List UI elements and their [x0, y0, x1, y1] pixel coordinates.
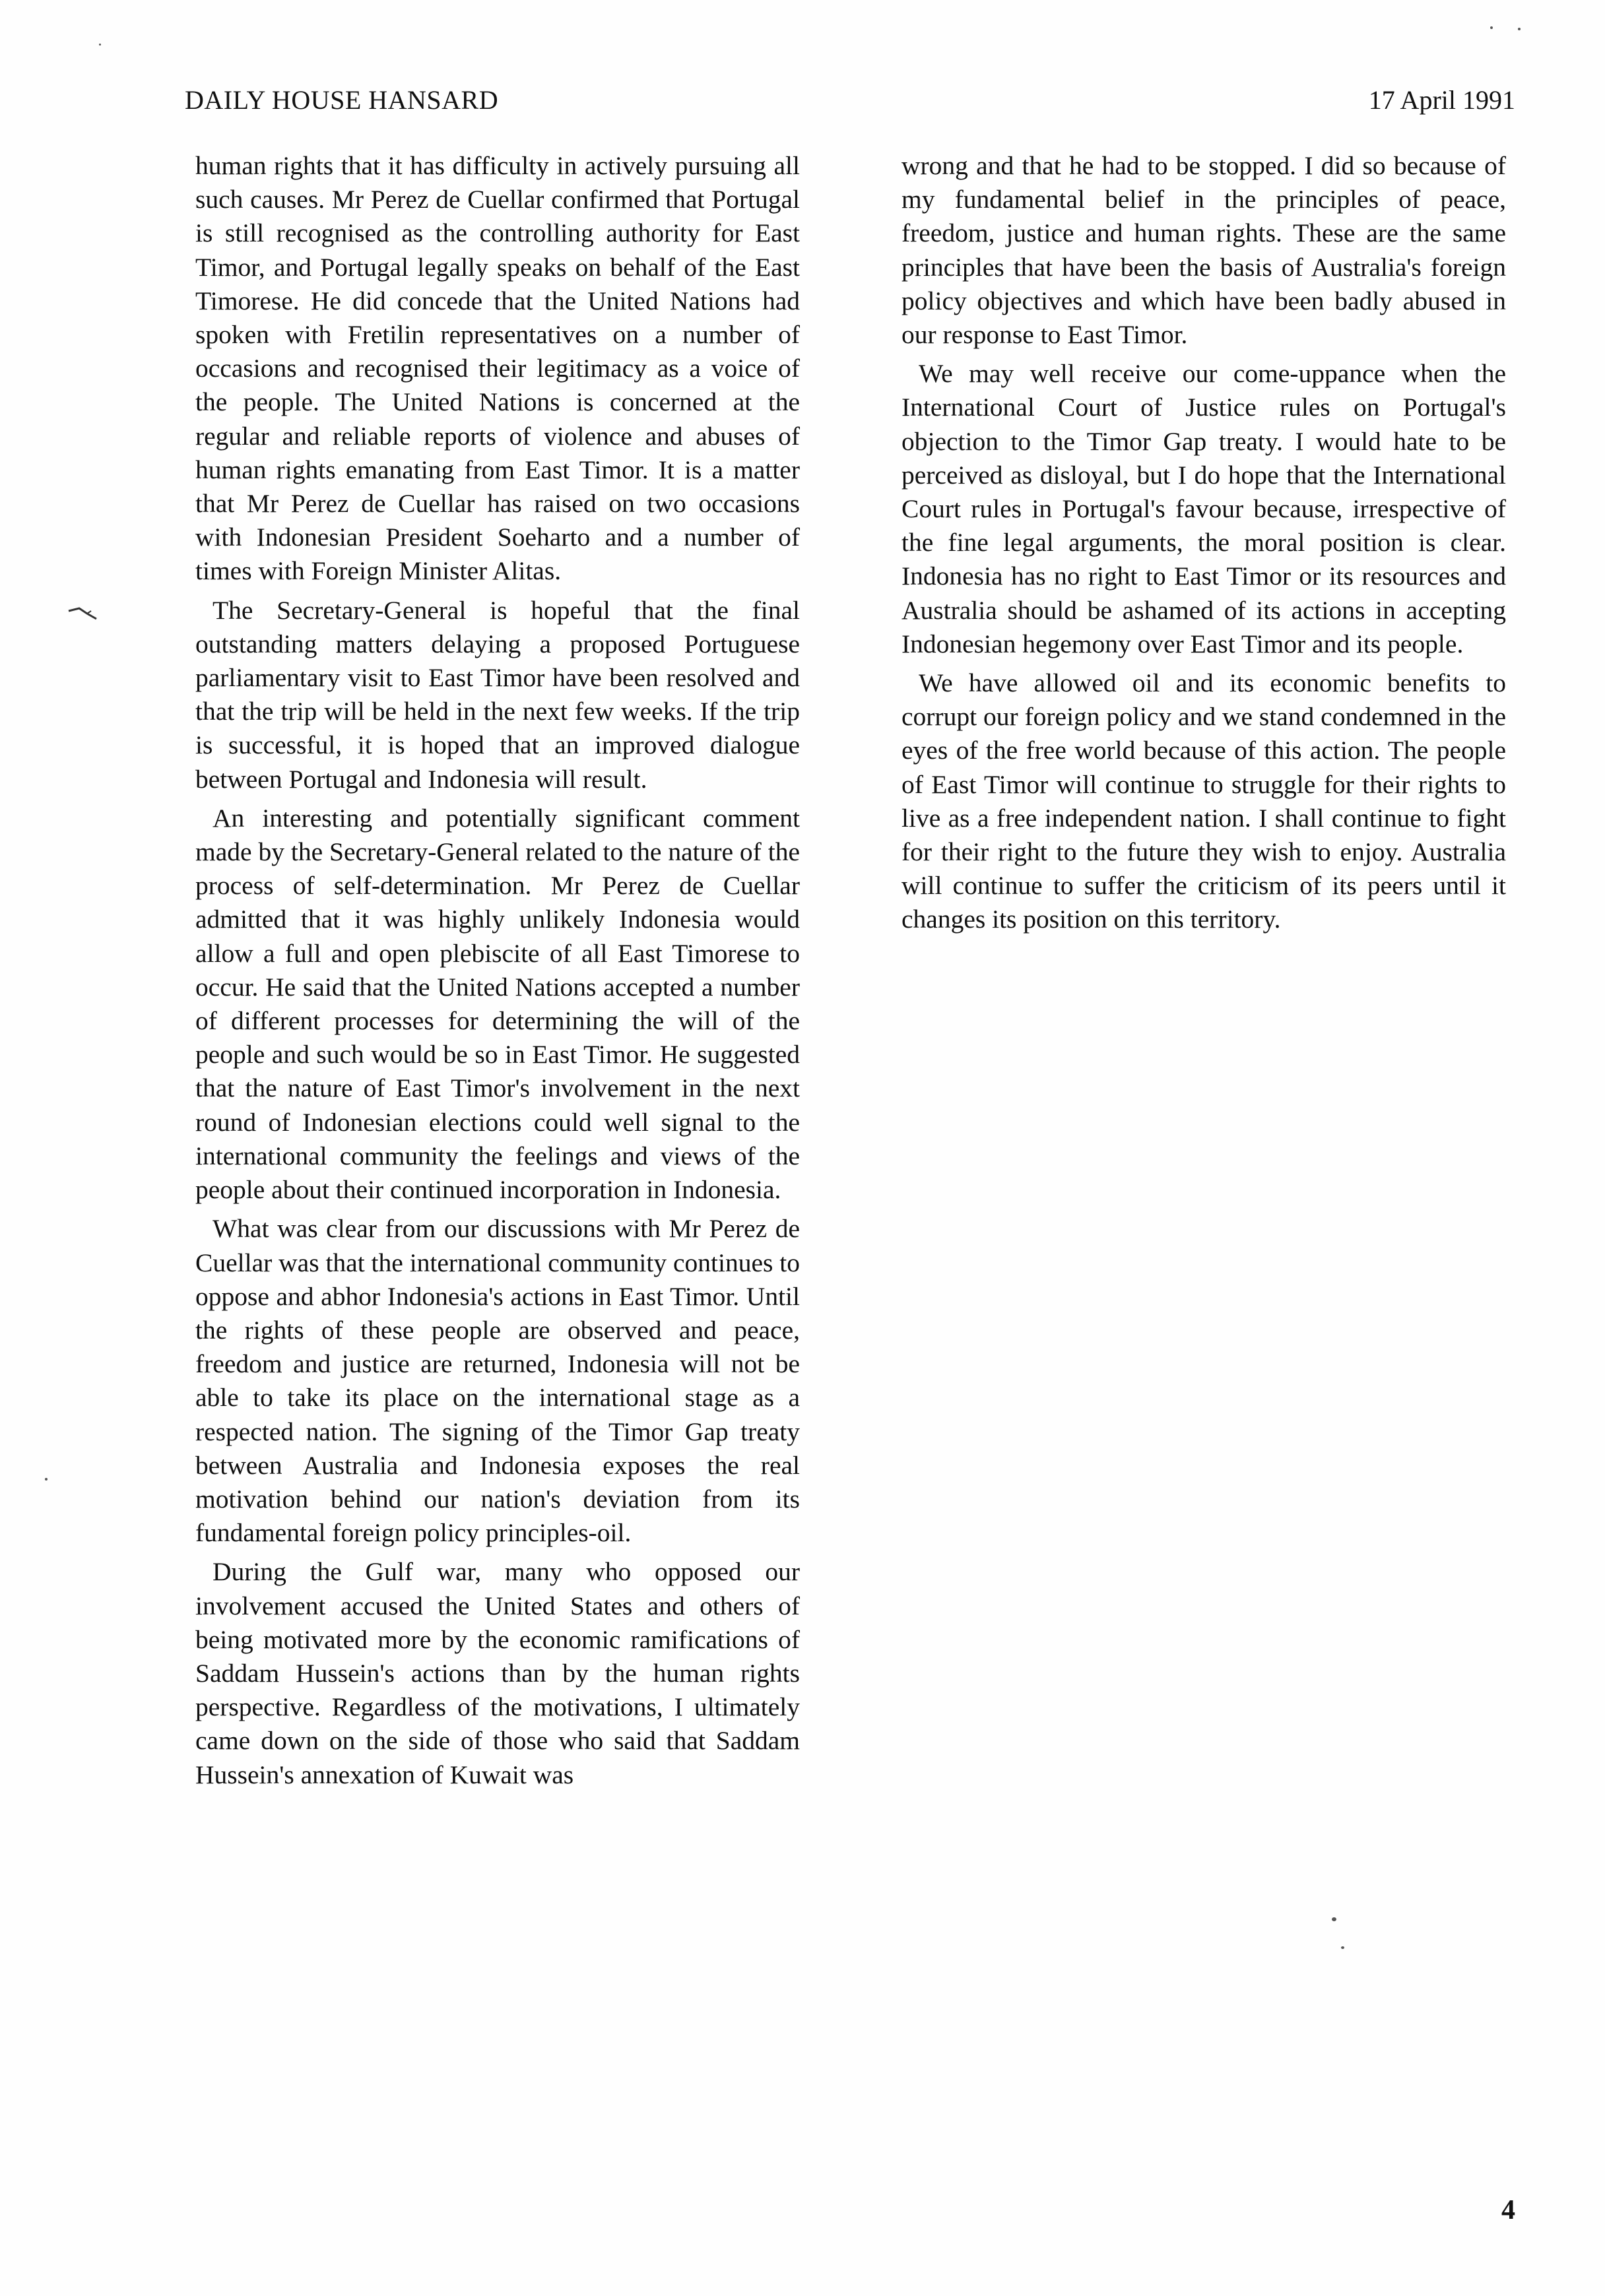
paragraph: What was clear from our discussions with Mr Perez de Cuellar was that the international community continues to oppose and abhor Indonesia's actions in East Timor. Until the rights of these people are observed and peace, freedom and justice are returned, Indonesia will not be able to take its place on the international stage as a respected nation. The signing of the Timor Gap treaty between Australia and Indonesia exposes the real motivation behind our nation's deviation from its fundamental foreign policy principles-oil.	[195, 1214, 800, 1548]
scan-speck	[45, 1478, 48, 1481]
paragraph: During the Gulf war, many who opposed our involvement accused the United States and others of being motivated more by the economic ramifications of Saddam Hussein's actions than by the human rights perspective. Regardless of the motivations, I ultimately came down on the side of those who said that Saddam Hussein's annexation of Kuwait was	[195, 1557, 800, 1789]
right-column	[901, 149, 1506, 942]
header-date: 17 April 1991	[1368, 85, 1515, 115]
scan-speck	[1332, 1917, 1336, 1921]
page-number: 4	[1501, 2195, 1515, 2225]
scan-speck	[1490, 26, 1493, 29]
scan-speck	[99, 44, 101, 46]
left-column	[195, 149, 800, 1797]
paragraph: An interesting and potentially significant comment made by the Secretary-General related to the nature of the process of self-determination. Mr Perez de Cuellar admitted that it was highly unlikely Indonesia would allow a full and open plebiscite of all East Timorese to occur. He said that the United Nations accepted a number of different processes for determining the will of the people and such would be so in East Timor. He suggested that the nature of East Timor's involvement in the next round of Indonesian elections could well signal to the international community the feelings and views of the people about their continued incorporation in Indonesia.	[195, 803, 800, 1205]
margin-mark-icon	[67, 606, 98, 622]
paragraph: We have allowed oil and its economic benefits to corrupt our foreign policy and we stand condemned in the eyes of the free world because of this action. The people of East Timor will continue to struggle for their rights to live as a free independent nation. I shall continue to fight for their right to the future they wish to enjoy. Australia will continue to suffer the criticism of its peers until it changes its position on this territory.	[901, 668, 1506, 934]
paragraph: human rights that it has difficulty in actively pursuing all such causes. Mr Perez de Cuellar confirmed that Portugal is still recognised as the controlling authority for East Timor, and Portugal legally speaks on behalf of the East Timorese. He did concede that the United Nations had spoken with Fretilin representatives on a number of occasions and recognised their legitimacy as a voice of the people. The United Nations is concerned at the regular and reliable reports of violence and abuses of human rights emanating from East Timor. It is a matter that Mr Perez de Cuellar has raised on two occasions with Indonesian President Soeharto and a number of times with Foreign Minister Alitas.	[195, 151, 800, 586]
paragraph: We may well receive our come-uppance when the International Court of Justice rules on Portugal's objection to the Timor Gap treaty. I would hate to be perceived as disloyal, but I do hope that the International Court rules in Portugal's favour because, irrespective of the fine legal arguments, the moral position is clear. Indonesia has no right to East Timor or its resources and Australia should be ashamed of its actions in accepting Indonesian hegemony over East Timor and its people.	[901, 359, 1506, 658]
scan-speck	[1341, 1946, 1344, 1949]
running-header	[0, 80, 1605, 120]
paragraph: The Secretary-General is hopeful that the final outstanding matters delaying a proposed Portuguese parliamentary visit to East Timor have been resolved and that the trip will be held in the next few weeks. If the trip is successful, it is hoped that an improved dialogue between Portugal and Indonesia will result.	[195, 595, 800, 794]
paragraph: wrong and that he had to be stopped. I did so because of my fundamental belief in the principles of peace, freedom, justice and human rights. These are the same principles that have been the basis of Australia's foreign policy objectives and which have been badly abused in our response to East Timor.	[901, 151, 1506, 350]
scan-speck	[1518, 28, 1521, 30]
publication-title: DAILY HOUSE HANSARD	[185, 85, 499, 115]
